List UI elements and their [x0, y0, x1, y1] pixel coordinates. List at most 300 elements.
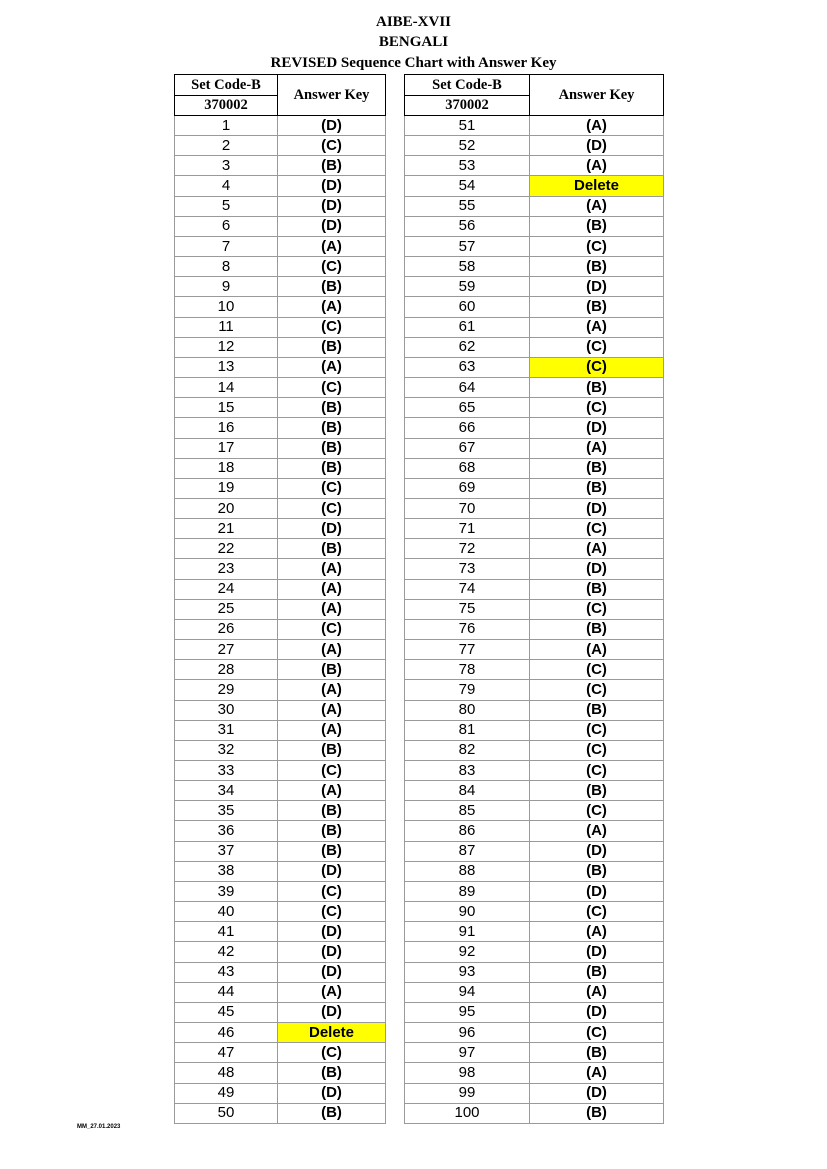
answer-cell: (C): [530, 740, 664, 760]
table-row: [175, 640, 386, 660]
question-number: 27: [175, 640, 278, 660]
answer-cell: (B): [278, 398, 386, 418]
answer-cell: (D): [278, 1002, 386, 1022]
question-number: 66: [405, 418, 530, 438]
table-row: [175, 378, 386, 398]
answer-cell: (B): [278, 1103, 386, 1123]
table-row: [405, 881, 664, 901]
table-row: [175, 720, 386, 740]
table-row: [175, 317, 386, 337]
answer-cell: (A): [278, 982, 386, 1002]
table-row: [405, 317, 664, 337]
table-row: [175, 1083, 386, 1103]
question-number: 90: [405, 902, 530, 922]
table-row: [405, 700, 664, 720]
table-row: [175, 539, 386, 559]
answer-cell: (A): [278, 236, 386, 256]
question-number: 79: [405, 680, 530, 700]
question-number: 48: [175, 1063, 278, 1083]
question-number: 81: [405, 720, 530, 740]
table-row: [405, 660, 664, 680]
table-row: [405, 196, 664, 216]
question-number: 36: [175, 821, 278, 841]
table-row: [405, 257, 664, 277]
answer-cell: (C): [530, 761, 664, 781]
answer-cell: (A): [530, 539, 664, 559]
question-number: 13: [175, 357, 278, 377]
answer-cell: (D): [278, 216, 386, 236]
answer-cell: (D): [530, 1083, 664, 1103]
table-row: [405, 418, 664, 438]
answer-cell: (C): [278, 881, 386, 901]
table-row: [405, 236, 664, 256]
table-row: [175, 136, 386, 156]
table-row: [175, 418, 386, 438]
question-number: 88: [405, 861, 530, 881]
question-number: 24: [175, 579, 278, 599]
question-number: 46: [175, 1023, 278, 1043]
answer-cell-highlighted: Delete: [278, 1023, 386, 1043]
answer-cell: (D): [278, 519, 386, 539]
table-row: [175, 680, 386, 700]
answer-cell: (D): [530, 559, 664, 579]
table-row: [175, 519, 386, 539]
table-row: [405, 861, 664, 881]
table-row: [175, 1023, 386, 1043]
table-row: [175, 1002, 386, 1022]
answer-cell: (D): [278, 196, 386, 216]
question-number: 99: [405, 1083, 530, 1103]
answer-cell: (B): [530, 700, 664, 720]
question-number: 57: [405, 236, 530, 256]
answer-cell: (A): [278, 357, 386, 377]
table-row: [405, 498, 664, 518]
question-number: 11: [175, 317, 278, 337]
answer-cell: (B): [530, 458, 664, 478]
answer-cell: (C): [278, 902, 386, 922]
answer-cell: (A): [530, 1063, 664, 1083]
table-row: [405, 216, 664, 236]
question-number: 14: [175, 378, 278, 398]
table-row: [405, 579, 664, 599]
table-row: [405, 1063, 664, 1083]
answer-cell: (D): [530, 498, 664, 518]
question-number: 35: [175, 801, 278, 821]
question-number: 76: [405, 619, 530, 639]
answer-cell: (A): [278, 297, 386, 317]
table-row: [405, 962, 664, 982]
table-row: [405, 619, 664, 639]
answer-key-header: Answer Key: [278, 75, 386, 116]
table-row: [175, 902, 386, 922]
table-row: [405, 1043, 664, 1063]
table-row: [405, 277, 664, 297]
answer-cell: (A): [530, 116, 664, 136]
question-number: 41: [175, 922, 278, 942]
question-number: 78: [405, 660, 530, 680]
question-number: 9: [175, 277, 278, 297]
table-row: [405, 156, 664, 176]
question-number: 55: [405, 196, 530, 216]
table-row: [405, 740, 664, 760]
table-row: [175, 458, 386, 478]
answer-cell: (D): [278, 861, 386, 881]
question-number: 33: [175, 761, 278, 781]
table-row: [175, 1063, 386, 1083]
question-number: 30: [175, 700, 278, 720]
answer-key-header: Answer Key: [530, 75, 664, 116]
answer-cell: (C): [530, 902, 664, 922]
answer-cell: (B): [530, 1043, 664, 1063]
question-number: 80: [405, 700, 530, 720]
answer-cell: (C): [530, 680, 664, 700]
answer-cell: (A): [278, 781, 386, 801]
answer-table-right: [404, 74, 664, 1124]
answer-cell-highlighted: Delete: [530, 176, 664, 196]
answer-cell: (C): [278, 136, 386, 156]
language-title: BENGALI: [378, 34, 449, 50]
table-row: [405, 1023, 664, 1043]
table-row: [175, 196, 386, 216]
question-number: 67: [405, 438, 530, 458]
answer-cell: (A): [278, 559, 386, 579]
question-number: 100: [405, 1103, 530, 1123]
question-number: 51: [405, 116, 530, 136]
question-number: 38: [175, 861, 278, 881]
question-number: 3: [175, 156, 278, 176]
question-number: 89: [405, 881, 530, 901]
table-row: [175, 781, 386, 801]
question-number: 70: [405, 498, 530, 518]
table-row: [175, 438, 386, 458]
table-row: [175, 962, 386, 982]
question-number: 69: [405, 478, 530, 498]
answer-cell: (B): [278, 821, 386, 841]
question-number: 98: [405, 1063, 530, 1083]
question-number: 18: [175, 458, 278, 478]
question-number: 25: [175, 599, 278, 619]
answer-cell: (A): [530, 196, 664, 216]
table-row: [175, 1043, 386, 1063]
answer-cell: (D): [530, 136, 664, 156]
table-row: [405, 599, 664, 619]
question-number: 2: [175, 136, 278, 156]
chart-title: REVISED Sequence Chart with Answer Key: [270, 55, 557, 71]
table-row: [175, 942, 386, 962]
answer-cell: (B): [278, 277, 386, 297]
table-row: [175, 599, 386, 619]
question-number: 32: [175, 740, 278, 760]
answer-cell: (D): [530, 418, 664, 438]
table-row: [175, 337, 386, 357]
answer-cell: (A): [278, 640, 386, 660]
table-row: [405, 821, 664, 841]
answer-cell: (D): [530, 277, 664, 297]
table-row: [175, 357, 386, 377]
question-number: 97: [405, 1043, 530, 1063]
question-number: 12: [175, 337, 278, 357]
answer-cell: (C): [278, 498, 386, 518]
answer-cell: (C): [278, 761, 386, 781]
table-row: [175, 660, 386, 680]
answer-cell: (C): [278, 257, 386, 277]
answer-cell: (C): [530, 801, 664, 821]
answer-cell: (C): [530, 660, 664, 680]
answer-cell: (D): [278, 942, 386, 962]
answer-cell: (D): [278, 116, 386, 136]
table-row: [175, 277, 386, 297]
table-row: [175, 801, 386, 821]
table-row: [175, 761, 386, 781]
question-number: 65: [405, 398, 530, 418]
question-number: 96: [405, 1023, 530, 1043]
table-row: [405, 559, 664, 579]
answer-cell: (B): [278, 539, 386, 559]
question-number: 50: [175, 1103, 278, 1123]
table-row: [405, 680, 664, 700]
question-number: 64: [405, 378, 530, 398]
table-row: [405, 942, 664, 962]
question-number: 15: [175, 398, 278, 418]
answer-cell: (B): [278, 1063, 386, 1083]
table-row: [405, 922, 664, 942]
answer-cell: (B): [530, 297, 664, 317]
table-row: [405, 539, 664, 559]
answer-cell: (C): [278, 378, 386, 398]
question-number: 31: [175, 720, 278, 740]
question-number: 60: [405, 297, 530, 317]
question-number: 45: [175, 1002, 278, 1022]
answer-cell: (A): [278, 680, 386, 700]
question-number: 26: [175, 619, 278, 639]
answer-cell: (B): [530, 257, 664, 277]
table-row: [175, 176, 386, 196]
answer-cell: (B): [530, 478, 664, 498]
table-row: [175, 478, 386, 498]
table-row: [405, 1002, 664, 1022]
question-number: 21: [175, 519, 278, 539]
question-number: 16: [175, 418, 278, 438]
table-row: [175, 881, 386, 901]
answer-cell: (A): [530, 156, 664, 176]
answer-cell: (C): [530, 599, 664, 619]
answer-cell: (C): [530, 519, 664, 539]
question-number: 87: [405, 841, 530, 861]
table-row: [405, 378, 664, 398]
question-number: 56: [405, 216, 530, 236]
question-number: 75: [405, 599, 530, 619]
table-row: [175, 559, 386, 579]
question-number: 37: [175, 841, 278, 861]
question-number: 34: [175, 781, 278, 801]
answer-cell: (B): [278, 337, 386, 357]
answer-cell: (B): [278, 801, 386, 821]
question-number: 86: [405, 821, 530, 841]
question-number: 63: [405, 357, 530, 377]
table-row: [175, 982, 386, 1002]
answer-cell: (A): [278, 700, 386, 720]
question-number: 5: [175, 196, 278, 216]
table-row: [405, 116, 664, 136]
table-row: [175, 116, 386, 136]
table-row: [405, 801, 664, 821]
question-number: 61: [405, 317, 530, 337]
answer-cell: (C): [530, 337, 664, 357]
question-number: 47: [175, 1043, 278, 1063]
answer-cell: (D): [530, 942, 664, 962]
answer-cell: (A): [278, 579, 386, 599]
table-row: [175, 297, 386, 317]
question-number: 93: [405, 962, 530, 982]
answer-cell: (A): [278, 599, 386, 619]
table-row: [175, 619, 386, 639]
table-row: [405, 1103, 664, 1123]
question-number: 29: [175, 680, 278, 700]
table-row: [175, 861, 386, 881]
table-row: [175, 740, 386, 760]
answer-cell: (B): [278, 841, 386, 861]
answer-cell: (B): [278, 438, 386, 458]
question-number: 40: [175, 902, 278, 922]
answer-cell: (B): [530, 579, 664, 599]
question-number: 44: [175, 982, 278, 1002]
question-number: 1: [175, 116, 278, 136]
set-number-header: 370002: [405, 95, 530, 116]
answer-cell: (D): [278, 176, 386, 196]
table-row: [175, 498, 386, 518]
exam-title: AIBE-XVII: [375, 14, 451, 30]
table-row: [405, 781, 664, 801]
question-number: 54: [405, 176, 530, 196]
table-row: [175, 579, 386, 599]
question-number: 43: [175, 962, 278, 982]
set-code-header: Set Code-B: [405, 75, 530, 96]
answer-cell: (C): [530, 398, 664, 418]
table-row: [175, 236, 386, 256]
answer-cell: (C): [278, 619, 386, 639]
question-number: 23: [175, 559, 278, 579]
answer-cell: (C): [530, 236, 664, 256]
question-number: 58: [405, 257, 530, 277]
question-number: 39: [175, 881, 278, 901]
question-number: 71: [405, 519, 530, 539]
table-row: [405, 337, 664, 357]
table-row: [405, 136, 664, 156]
table-row: [405, 841, 664, 861]
table-row: [405, 720, 664, 740]
answer-cell: (A): [530, 438, 664, 458]
table-row: [405, 902, 664, 922]
answer-cell: (B): [278, 660, 386, 680]
answer-table-left: [174, 74, 386, 1124]
question-number: 62: [405, 337, 530, 357]
question-number: 42: [175, 942, 278, 962]
answer-cell: (D): [278, 1083, 386, 1103]
table-row: [175, 841, 386, 861]
answer-cell: (C): [278, 317, 386, 337]
set-number-header: 370002: [175, 95, 278, 116]
table-row: [405, 357, 664, 377]
question-number: 72: [405, 539, 530, 559]
table-row: [405, 982, 664, 1002]
table-row: [175, 216, 386, 236]
answer-cell: (C): [530, 1023, 664, 1043]
question-number: 19: [175, 478, 278, 498]
question-number: 53: [405, 156, 530, 176]
question-number: 10: [175, 297, 278, 317]
table-row: [405, 640, 664, 660]
question-number: 83: [405, 761, 530, 781]
answer-cell: (D): [278, 962, 386, 982]
answer-cell-highlighted: (C): [530, 357, 664, 377]
answer-cell: (B): [278, 156, 386, 176]
answer-cell: (D): [278, 922, 386, 942]
question-number: 8: [175, 257, 278, 277]
table-row: [405, 176, 664, 196]
question-number: 95: [405, 1002, 530, 1022]
table-row: [175, 257, 386, 277]
table-row: [405, 519, 664, 539]
answer-cell: (B): [530, 378, 664, 398]
question-number: 68: [405, 458, 530, 478]
question-number: 92: [405, 942, 530, 962]
answer-cell: (A): [530, 640, 664, 660]
table-row: [405, 1083, 664, 1103]
question-number: 22: [175, 539, 278, 559]
question-number: 59: [405, 277, 530, 297]
answer-cell: (A): [530, 982, 664, 1002]
table-row: [405, 398, 664, 418]
table-row: [175, 156, 386, 176]
table-row: [405, 761, 664, 781]
question-number: 7: [175, 236, 278, 256]
answer-cell: (B): [530, 962, 664, 982]
table-row: [175, 821, 386, 841]
table-row: [175, 1103, 386, 1123]
answer-cell: (B): [530, 216, 664, 236]
answer-cell: (B): [278, 740, 386, 760]
answer-cell: (B): [530, 861, 664, 881]
question-number: 49: [175, 1083, 278, 1103]
question-number: 74: [405, 579, 530, 599]
answer-cell: (D): [530, 1002, 664, 1022]
table-row: [405, 438, 664, 458]
answer-cell: (B): [530, 781, 664, 801]
question-number: 94: [405, 982, 530, 1002]
answer-cell: (C): [278, 1043, 386, 1063]
table-row: [175, 922, 386, 942]
table-row: [405, 478, 664, 498]
answer-cell: (A): [530, 821, 664, 841]
question-number: 91: [405, 922, 530, 942]
question-number: 82: [405, 740, 530, 760]
question-number: 85: [405, 801, 530, 821]
answer-cell: (B): [530, 619, 664, 639]
question-number: 6: [175, 216, 278, 236]
question-number: 4: [175, 176, 278, 196]
question-number: 52: [405, 136, 530, 156]
table-row: [175, 700, 386, 720]
answer-cell: (A): [530, 922, 664, 942]
question-number: 84: [405, 781, 530, 801]
table-row: [405, 297, 664, 317]
question-number: 77: [405, 640, 530, 660]
answer-cell: (B): [530, 1103, 664, 1123]
question-number: 73: [405, 559, 530, 579]
answer-cell: (B): [278, 418, 386, 438]
question-number: 20: [175, 498, 278, 518]
answer-cell: (C): [278, 478, 386, 498]
